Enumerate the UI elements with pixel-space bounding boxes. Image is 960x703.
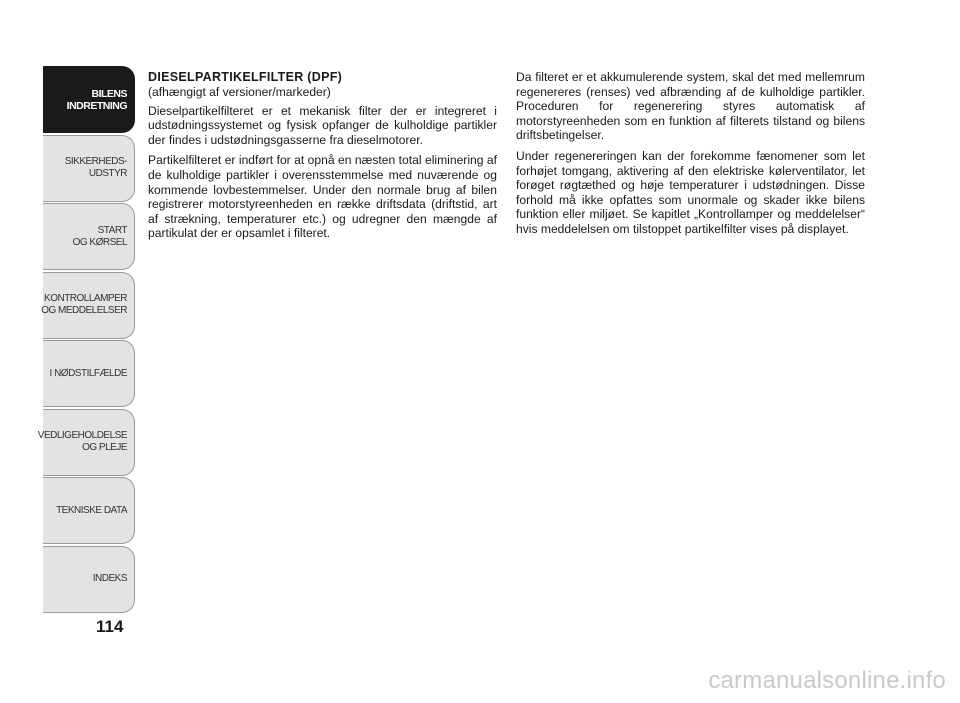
- tab-label-line: UDSTYR: [88, 168, 127, 179]
- tab-label-line: TEKNISKE DATA: [56, 504, 127, 516]
- page-number: 114: [96, 617, 124, 636]
- paragraph: Da filteret er et akkumulerende system, skal det med mellemrum regenereres (renses) ved afbrænding af de kulholdige partikler. Proceduren for regenerering styres automatisk af motorstyreenheden som en funktion af filterets tilstand og bilens driftsbetingelser.: [516, 70, 865, 143]
- section-subtitle: (afhængigt af versioner/markeder): [148, 85, 331, 99]
- tab-tekniske-data[interactable]: [43, 477, 135, 544]
- tab-bilens-indretning[interactable]: [43, 66, 135, 133]
- article-left-column: [148, 70, 497, 247]
- paragraph: Dieselpartikelfilteret er et mekanisk filter der er integreret i udstødningssystemet og fysisk opfanger de kulholdige partikler der findes i udstødningsgasserne fra dieselmotorer.: [148, 103, 497, 147]
- section-title: DIESELPARTIKELFILTER (DPF): [148, 70, 343, 84]
- paragraph: Under regenereringen kan der forekomme fænomener som let forhøjet tomgang, aktivering af den elektriske kølerventilator, let forøget røgtæthed og høje temperaturer i udstødningen. Disse forhold må ikke opfattes som unormale og skader ikke bilens funktion eller miljøet. Se kapitlet „Kontrollamper og meddelelser“ hvis meddelelsen om tilstoppet partikelfilter vises på displayet.: [516, 148, 865, 236]
- tab-label-line: OG MEDDELELSER: [41, 305, 127, 316]
- tab-label-line: INDRETNING: [66, 99, 127, 112]
- tab-label-line: SIKKERHEDS-: [64, 156, 127, 167]
- watermark: carmanualsonline.info: [708, 667, 946, 694]
- tab-label-line: VEDLIGEHOLDELSE: [37, 430, 127, 441]
- tab-label-line: KONTROLLAMPER: [44, 293, 127, 304]
- tab-i-nodstilfaelde[interactable]: [43, 340, 135, 407]
- tab-label-line: INDEKS: [92, 573, 127, 584]
- tab-vedligeholdelse[interactable]: [37, 409, 135, 476]
- tab-sikkerhedsudstyr[interactable]: [43, 135, 135, 202]
- tab-label-line: I NØDSTILFÆLDE: [49, 367, 127, 379]
- tab-label-line: OG PLEJE: [82, 442, 127, 453]
- tab-start-og-korsel[interactable]: [43, 203, 135, 270]
- paragraph: Partikelfilteret er indført for at opnå en næsten total eliminering af de kulholdige partikler i overensstemmelse med nuværende og kommende lovbestemmelser. Under den normale brug af bilen registrerer motorstyreenheden en række driftsdata (driftstid, art af strækning, temperaturer etc.) og udregner den mængde af partikulat der er opsamlet i filteret.: [148, 153, 497, 241]
- article-right-column: [516, 70, 865, 243]
- chapter-tabs: [37, 66, 135, 614]
- tab-kontrollamper[interactable]: [43, 272, 135, 339]
- tab-label-line: BILENS: [91, 87, 127, 100]
- tab-label-line: START: [97, 224, 127, 236]
- tab-label-line: OG KØRSEL: [72, 236, 127, 248]
- tab-indeks[interactable]: [43, 546, 135, 613]
